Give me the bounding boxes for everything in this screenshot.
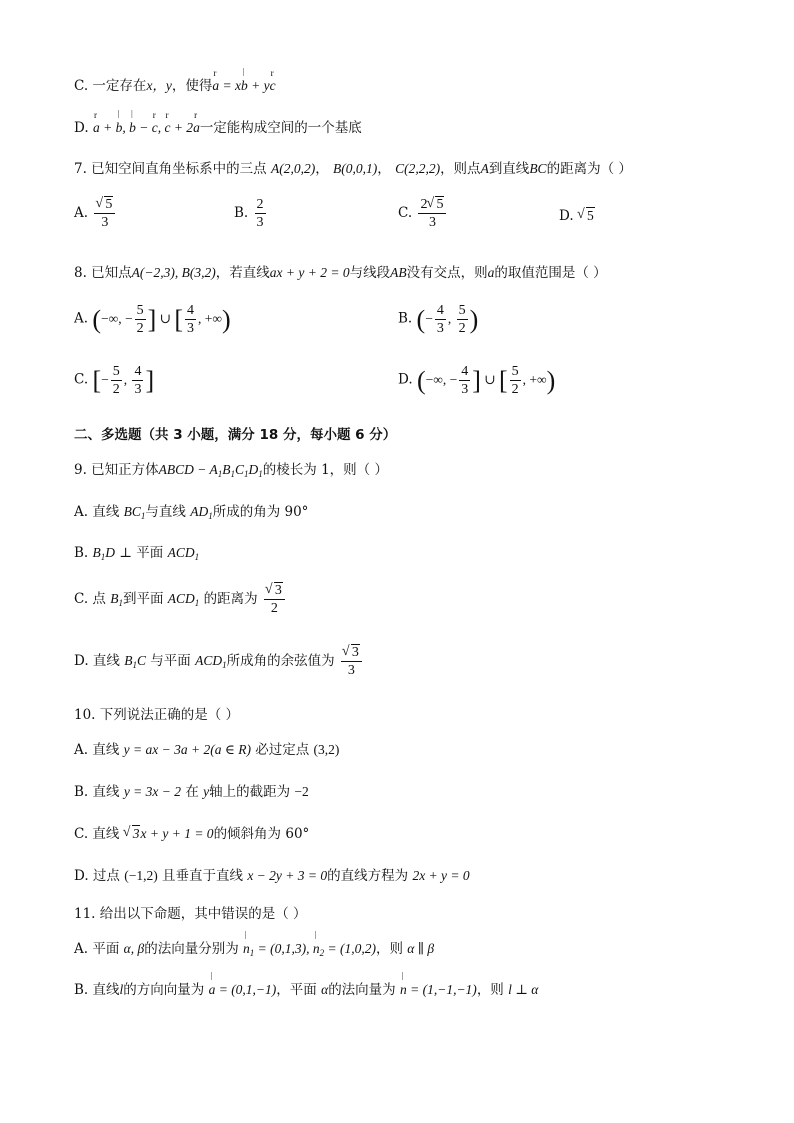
q11-optB-d: 的法向量为 [328,982,396,998]
q11-optB-concl: l ⊥ α [508,982,539,997]
q7-optB-label: B. [234,205,249,221]
q6-optC-formula: r a = x| b + yr c [212,78,275,93]
q9-option-b: B. $B_1D$ ⊥ 平面 $ACD_1$ [74,545,200,562]
q8-stem-b: ，若直线 [215,265,270,281]
q9-optA-b: 与直线 [145,504,186,520]
q6-optC-vars: x，y [146,78,172,93]
q10-option-b [74,780,309,800]
q11-optB-alpha: α [321,982,329,997]
q10-optB-y: y [203,784,210,799]
q7-optA-value: √ $\frac{5}{3}$ [94,196,115,231]
q10-optC-eq: √ 3x + y + 1 = 0 [124,826,214,841]
q9-optB-formula: $B_1D$ [92,545,116,562]
q7-stem-d: 的距离为（ ） [546,161,632,177]
q8-option-a [74,302,231,337]
q11-optA-concl: α ∥ β [407,941,435,956]
q9-optA-bc1: $BC_1$ [123,504,146,521]
q8-option-c [74,363,154,398]
q9-optC-value: √ $\frac{3}{2}$ [264,582,285,617]
q7-option-b [234,196,268,231]
q8-stem-c: 与线段 [349,265,391,281]
q8-optB-label: B. [398,310,413,327]
q9-optD-b1c: $B_1C$ [124,653,146,670]
q11-optB-c: ，平面 [276,982,317,998]
q11-optA-normals: | $n_1 = (0,1,3)$, | $n_2 = (1,0,2)$ [243,941,376,956]
q7-stem-b: ，则点 [440,161,481,177]
q9-stem-a: 9. 已知正方体 [74,462,159,478]
q9-optC-plane: $ACD_1$ [167,591,200,608]
q8-optC-value: [− $\frac{5}{2}$ , $\frac{4}{3}$ ] [92,364,155,397]
q7-option-d [559,208,595,224]
q8-line-eq: ax + y + 2 = 0 [269,265,350,280]
q11-optB-normal: | n = (1,−1,−1) [400,982,477,997]
q7-option-c [398,196,448,231]
q10-optC-b: 的倾斜角为 60° [213,826,310,842]
q8-optB-value: (− $\frac{4}{3}$ , $\frac{5}{2}$ ) [416,303,479,336]
q10-optA-point: (3,2) [313,742,340,757]
q8-optA-value: (−∞, − $\frac{5}{2}$ ] ∪ [ $\frac{4}{3}$ , +∞) [92,303,231,336]
q6-optD-prefix: D. [74,120,89,136]
q10-optD-a: D. 过点 [74,868,120,884]
q8-stem-e: 的取值范围是（ ） [494,265,607,281]
q6-option-d [74,116,362,136]
q10-optD-point: (−1,2) [124,868,158,883]
q11-optA-c: ，则 [375,941,403,957]
q9-option-c [74,582,287,617]
q10-optC-a: C. 直线 [74,826,120,842]
q9-optC-c: 的距离为 [203,591,258,607]
q11-optB-l: l [119,982,124,997]
q6-optD-formula: r a + | b, | b − r c, r c + 2r a [93,120,200,135]
q7-optD-label: D. [559,208,574,224]
q11-option-b [74,978,538,998]
q8-optA-label: A. [74,310,89,327]
q9-option-d [74,644,364,679]
q10-optB-eq: y = 3x − 2 [123,784,182,799]
q7-point-c: C(2,2,2) [395,161,441,176]
q8-optD-label: D. [398,371,413,388]
q11-optA-b: 的法向量分别为 [144,941,239,957]
q6-optC-mid: ，使得 [171,78,213,94]
q8-stem-d: 没有交点，则 [406,265,488,281]
q10-option-d [74,864,470,884]
q10-optD-eq1: x − 2y + 3 = 0 [247,868,328,883]
q9-optC-b1: $B_1$ [110,591,123,608]
q8-points: A(−2,3), B(3,2) [131,265,216,280]
q9-optC-b: 到平面 [122,591,164,607]
q6-optC-prefix: C. 一定存在 [74,78,147,94]
q11-optB-a: B. 直线 [74,982,120,998]
q7-BC: BC [529,161,547,176]
q11-optA-a: A. 平面 [74,941,120,957]
q10-optB-b: 在 [185,784,199,800]
q9-stem-b: 的棱长为 1，则（ ） [262,462,388,478]
q8-AB: AB [390,265,407,280]
q9-optA-ad1: $AD_1$ [190,504,213,521]
q9-stem [74,458,388,479]
q9-optA-a: A. 直线 [74,504,120,520]
q7-optD-value: √ 5 [578,208,595,223]
q9-optA-c: 所成的角为 90° [212,504,309,520]
q10-option-c [74,822,309,842]
q9-optD-value: √ $\frac{3}{3}$ [341,644,362,679]
q7-point-b: B(0,0,1) [333,161,378,176]
q7-stem-c: 到直线 [488,161,530,177]
q10-optB-c: 轴上的截距为 [209,784,291,800]
q10-optD-eq2: 2x + y = 0 [412,868,470,883]
q11-optA-planes: α, β [123,941,145,956]
q11-optB-e: ，则 [476,982,504,998]
q9-optB-a: B. [74,545,89,561]
q9-option-a [74,500,308,521]
q10-optA-a: A. 直线 [74,742,120,758]
q7-optC-label: C. [398,205,413,221]
q11-optB-dir: | a = (0,1,−1) [209,982,277,997]
q10-option-a [74,738,339,758]
q7-stem-a: 7. 已知空间直角坐标系中的三点 [74,161,267,177]
q9-optD-c: 所成角的余弦值为 [226,653,335,669]
q6-optD-suffix: 一定能构成空间的一个基底 [199,120,362,136]
q11-stem: 11. 给出以下命题，其中错误的是（ ） [74,906,307,922]
q10-optD-c: 的直线方程为 [327,868,409,884]
q10-stem: 10. 下列说法正确的是（ ） [74,707,240,723]
section-multi-choice-title: 二、多选题（共 3 小题，满分 18 分，每小题 6 分） [74,427,397,443]
q10-optA-b: 必过定点 [255,742,310,758]
q11-optB-b: 的方向向量为 [123,982,205,998]
q8-optD-value: (−∞, − $\frac{4}{3}$ ] ∪ [ $\frac{5}{2}$ , +∞) [416,364,556,397]
q7-A: A [480,161,489,176]
q11-option-a [74,937,434,958]
q7-optA-label: A. [74,205,89,221]
q8-optC-label: C. [74,371,89,388]
q10-optD-b: 且垂直于直线 [162,868,244,884]
q9-optC-a: C. 点 [74,591,106,607]
q7-optB-value: $\frac{2}{3}$ [256,197,264,230]
q10-optB-a: B. 直线 [74,784,120,800]
q8-option-d [398,363,555,398]
q7-point-a: A(2,0,2) [270,161,316,176]
q9-optD-b: 与平面 [150,653,191,669]
q8-a: a [487,265,495,280]
q8-stem-a: 8. 已知点 [74,265,132,281]
q7-optC-value: $\frac{2√ 5}{3}$ [418,196,446,231]
q7-stem: 7. 已知空间直角坐标系中的三点 A(2,0,2)， B(0,0,1)， C(2,2,2)，则点A到直线BC的距离为（ ） [74,161,632,177]
q8-stem [74,261,607,281]
q8-option-b [398,302,478,337]
q6-option-c [74,74,276,94]
q9-optD-a: D. 直线 [74,653,120,669]
q9-optD-plane: $ACD_1$ [195,653,227,670]
q9-cube: ABCD − $A_1B_1C_1D_1$ [158,462,263,479]
q10-optB-value: −2 [294,784,309,799]
q7-option-a [74,196,117,231]
q10-optA-eq: y = ax − 3a + 2(a ∈ R) [123,742,251,757]
